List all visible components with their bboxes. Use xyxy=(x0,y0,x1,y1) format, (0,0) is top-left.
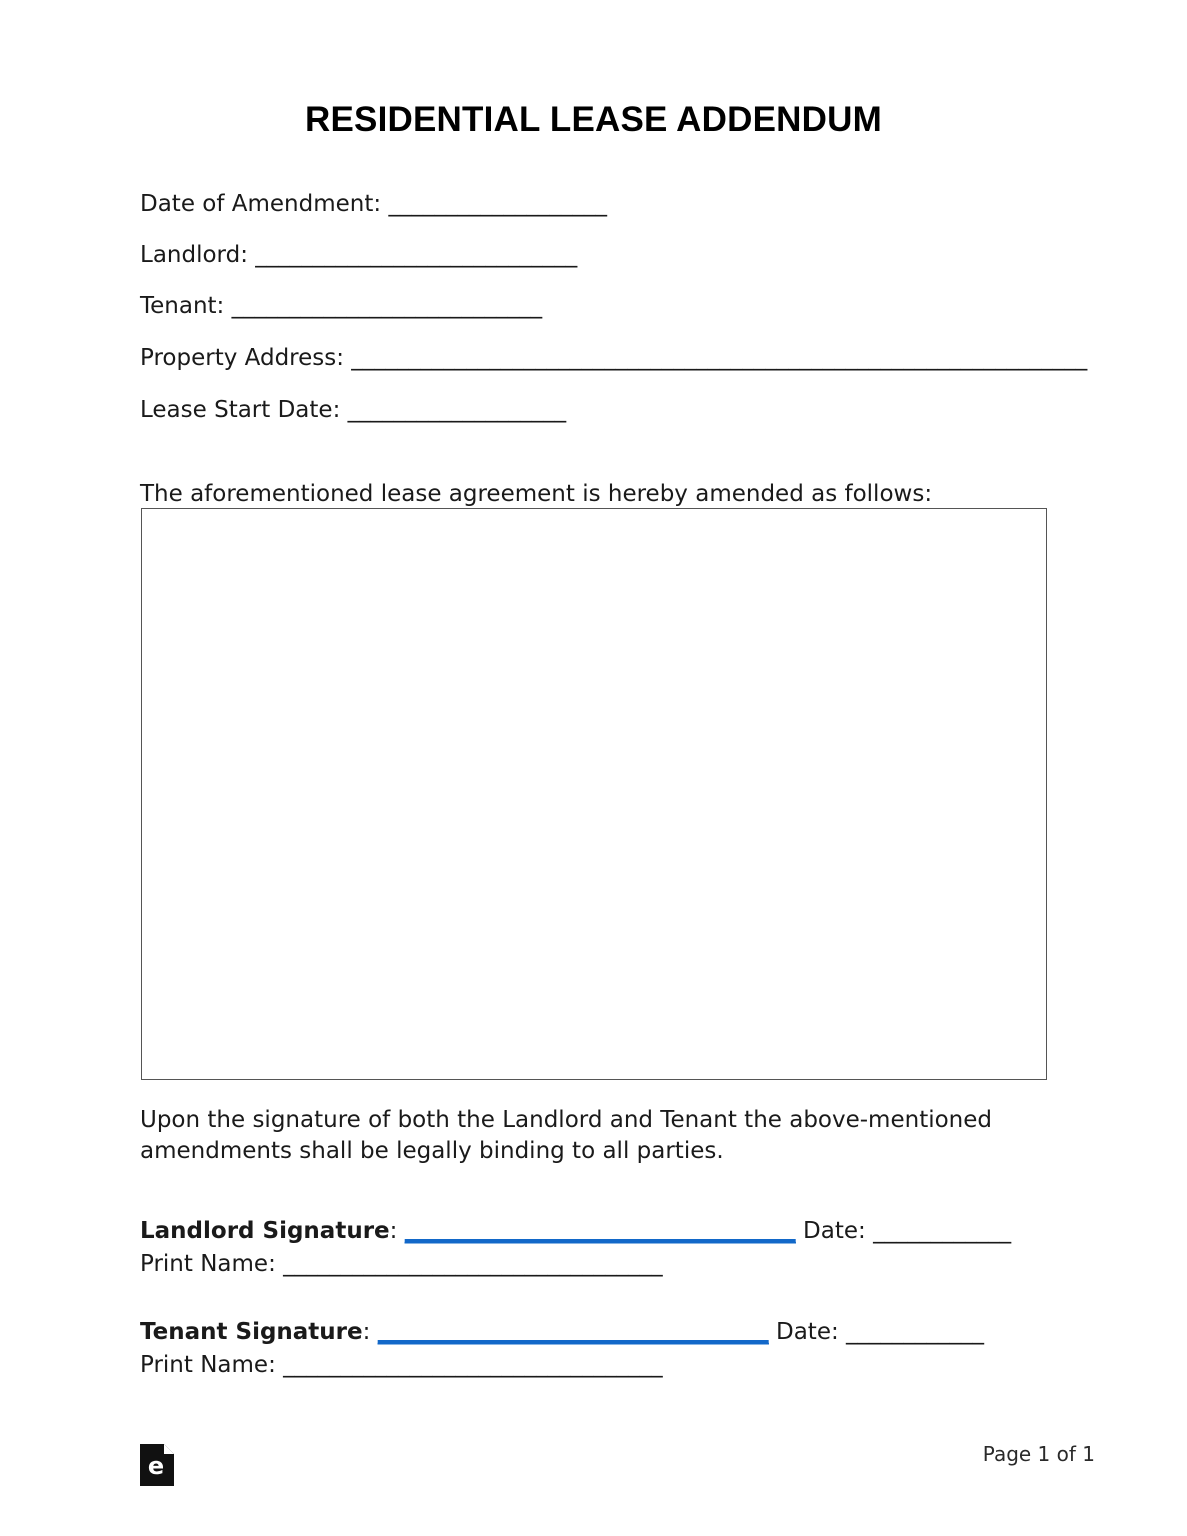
landlord-signature-colon: : xyxy=(389,1218,398,1244)
tenant-print-name-label: Print Name: xyxy=(140,1351,276,1378)
field-landlord xyxy=(140,243,577,268)
field-blank-line[interactable]: ___________________ xyxy=(388,191,607,217)
landlord-print-name-label: Print Name: xyxy=(140,1250,276,1277)
tenant-signature-line[interactable]: __________________________________ xyxy=(377,1319,769,1345)
landlord-signature-line[interactable]: __________________________________ xyxy=(404,1218,796,1244)
tenant-signature-colon: : xyxy=(362,1319,371,1345)
eforms-document-logo-icon xyxy=(140,1444,174,1486)
binding-statement: Upon the signature of both the Landlord and Tenant the above-mentioned amendments shall be legally binding to all parties. xyxy=(140,1107,992,1164)
field-blank-line[interactable]: ___________________ xyxy=(347,397,567,423)
field-property-address xyxy=(140,346,1087,371)
field-label: Property Address: xyxy=(140,345,344,371)
landlord-print-name-row xyxy=(140,1248,1011,1281)
field-blank-line[interactable]: ___________________________ xyxy=(231,293,543,319)
landlord-signature-block xyxy=(140,1215,1011,1280)
tenant-date-label: Date: xyxy=(776,1319,839,1345)
field-tenant xyxy=(140,294,542,319)
page-title: RESIDENTIAL LEASE ADDENDUM xyxy=(305,100,882,139)
tenant-print-name-line[interactable]: _________________________________ xyxy=(283,1351,663,1378)
amendment-text-box[interactable] xyxy=(141,508,1047,1080)
tenant-signature-label: Tenant Signature xyxy=(140,1319,363,1345)
landlord-signature-label: Landlord Signature xyxy=(140,1218,390,1244)
page-number: Page 1 of 1 xyxy=(982,1442,1095,1466)
field-label: Lease Start Date: xyxy=(140,397,341,423)
field-lease-start-date xyxy=(140,398,566,423)
field-label: Tenant: xyxy=(140,293,225,319)
field-date-of-amendment xyxy=(140,192,607,217)
field-label: Landlord: xyxy=(140,242,248,268)
field-blank-line[interactable]: ________________________________________________________________ xyxy=(351,345,1088,371)
amendment-intro-text: The aforementioned lease agreement is hereby amended as follows: xyxy=(140,481,933,507)
field-blank-line[interactable]: ____________________________ xyxy=(255,242,578,268)
landlord-print-name-line[interactable]: _________________________________ xyxy=(283,1250,663,1277)
landlord-date-line[interactable]: ____________ xyxy=(873,1218,1012,1244)
logo-letter: e xyxy=(147,1452,165,1480)
tenant-print-name-row xyxy=(140,1349,984,1382)
tenant-date-line[interactable]: ____________ xyxy=(846,1319,985,1345)
field-label: Date of Amendment: xyxy=(140,191,382,217)
tenant-signature-block xyxy=(140,1316,984,1381)
landlord-date-label: Date: xyxy=(803,1218,866,1244)
